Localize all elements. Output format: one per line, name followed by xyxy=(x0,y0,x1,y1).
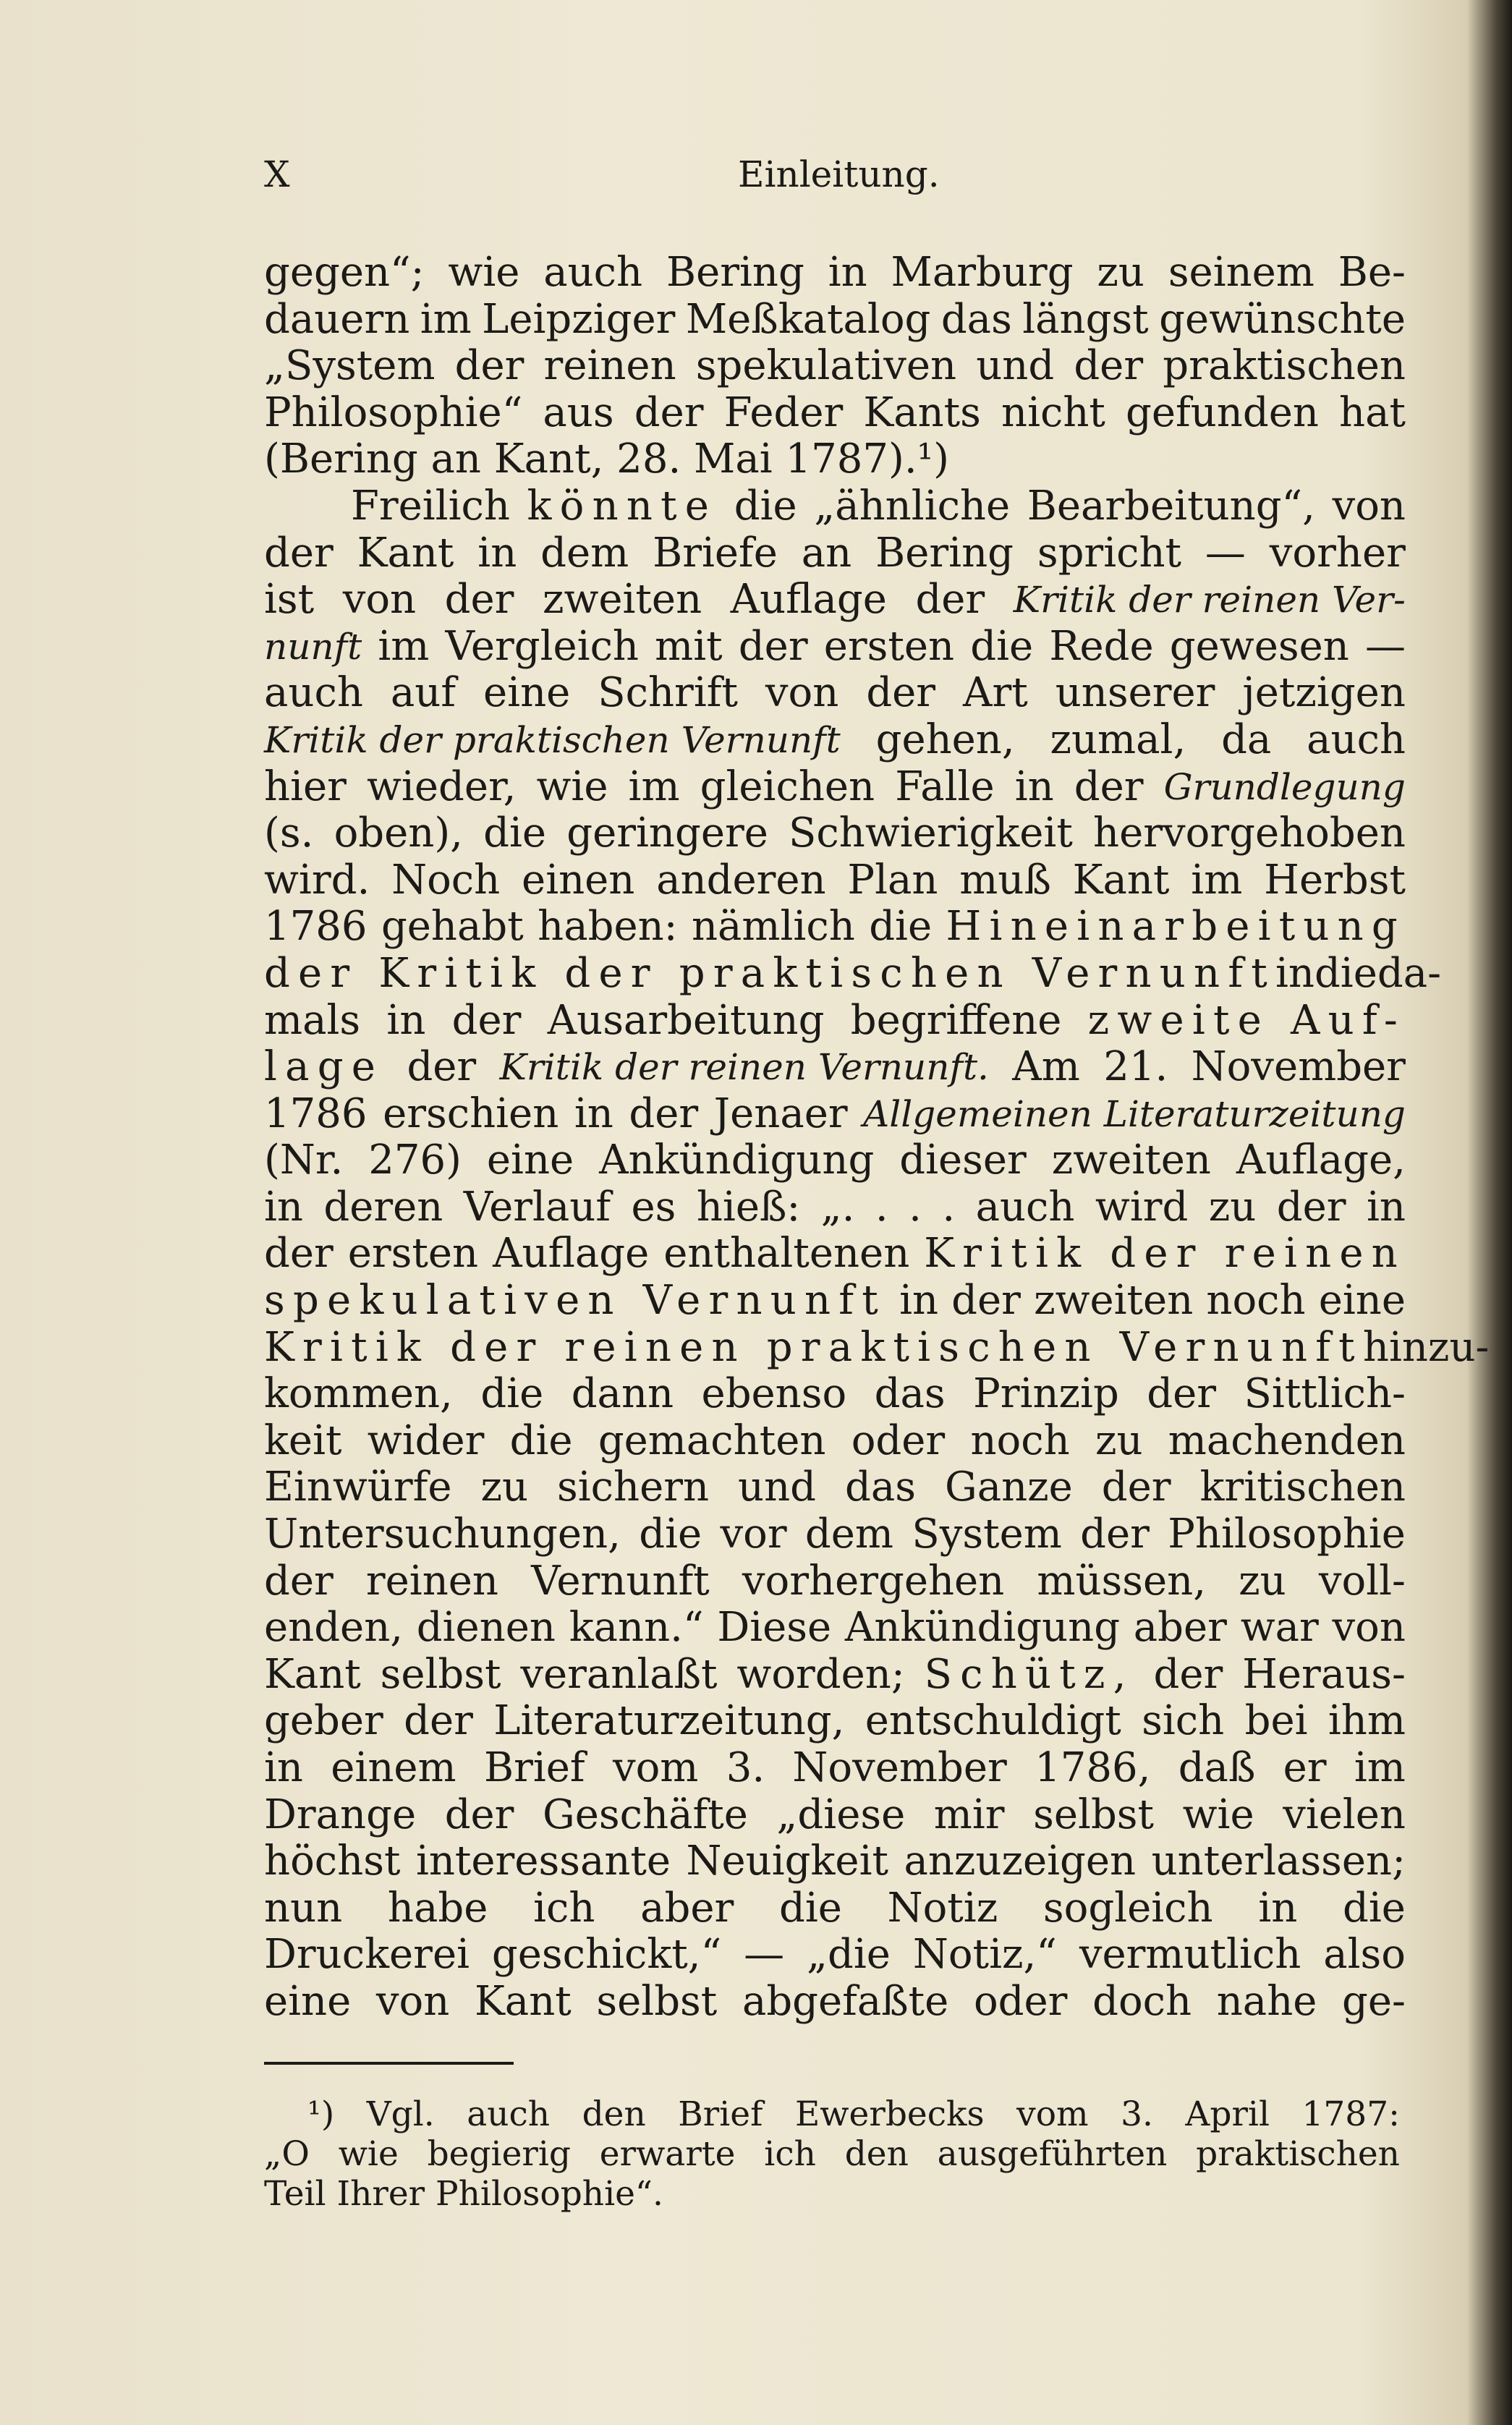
page-header xyxy=(264,153,1406,204)
text-line: Druckerei geschickt,“ — „die Notiz,“ vermutlich also xyxy=(264,1931,1406,1979)
footnote-rule xyxy=(264,2062,514,2065)
styled-run: Kritik der reinen xyxy=(924,1230,1406,1278)
text-line: lage der Kritik der reinen Vernunft. Am 21. November xyxy=(264,1043,1406,1091)
text-line: Untersuchungen, die vor dem System der Philosophie xyxy=(264,1511,1406,1558)
styled-run: lage xyxy=(264,1043,384,1091)
footnote-line: ¹) Vgl. auch den Brief Ewerbecks vom 3. April 1787: xyxy=(307,2094,1400,2134)
styled-run: Kritik der praktischen Vernunft xyxy=(264,718,841,761)
page-number: X xyxy=(264,153,290,195)
styled-run: Kritik der reinen praktischen Vernunft xyxy=(264,1323,1363,1371)
text-line: wird. Noch einen anderen Plan muß Kant im Herbst xyxy=(264,856,1406,904)
text-line: dauern im Leipziger Meßkatalog das längst gewünschte xyxy=(264,295,1406,343)
text-line: eine von Kant selbst abgefaßte oder doch nahe ge- xyxy=(264,1977,1406,2025)
text-line: in deren Verlauf es hieß: „. . . . auch wird zu der in xyxy=(264,1183,1406,1231)
text-line: Kant selbst veranlaßt worden; Schütz, der Heraus- xyxy=(264,1650,1406,1698)
text-line: Kritik der praktischen Vernunft gehen, zumal, da auch xyxy=(264,715,1406,763)
styled-run: Schütz, xyxy=(924,1650,1134,1698)
text-line: nun habe ich aber die Notiz sogleich in die xyxy=(264,1884,1406,1932)
text-line: Kritik der reinen praktischen Vernunft hinzu- xyxy=(264,1323,1490,1371)
body-text xyxy=(264,249,1490,2026)
styled-run: Kritik der reinen Ver- xyxy=(1013,579,1406,621)
text-line: „System der reinen spekulativen und der praktischen xyxy=(264,342,1406,390)
text-line: höchst interessante Neuigkeit anzuzeigen unterlassen; xyxy=(264,1838,1406,1885)
footnote-line: Teil Ihrer Philosophie“. xyxy=(264,2174,663,2214)
footnotes xyxy=(264,2094,1400,2214)
text-line: keit wider die gemachten oder noch zu machenden xyxy=(264,1417,1406,1464)
styled-run: Kritik der reinen Vernunft. xyxy=(499,1046,989,1089)
styled-run: der Kritik der praktischen Vernunft xyxy=(264,949,1275,997)
styled-run: Hineinarbeitung xyxy=(946,903,1406,951)
text-line: der Kritik der praktischen Vernunft in die da- xyxy=(264,949,1441,997)
text-line: ist von der zweiten Auflage der Kritik der reinen Ver- xyxy=(264,576,1406,624)
text-line: der Kant in dem Briefe an Bering spricht — vorher xyxy=(264,529,1406,577)
text-line: auch auf eine Schrift von der Art unserer jetzigen xyxy=(264,669,1406,717)
styled-run: zweite Auf- xyxy=(1087,996,1406,1044)
styled-run: nunft xyxy=(264,625,362,668)
text-line: 1786 erschien in der Jenaer Allgemeinen Literaturzeitung xyxy=(264,1090,1406,1137)
running-title: Einleitung. xyxy=(738,153,940,195)
text-line: Philosophie“ aus der Feder Kants nicht gefunden hat xyxy=(264,388,1406,436)
text-line: (Nr. 276) eine Ankündigung dieser zweiten Auflage, xyxy=(264,1137,1406,1184)
text-line: 1786 gehabt haben: nämlich die Hineinarbeitung xyxy=(264,903,1406,951)
text-line: (Bering an Kant, 28. Mai 1787).¹) xyxy=(264,436,949,483)
styled-run: Grundlegung xyxy=(1163,765,1406,808)
text-line: der reinen Vernunft vorhergehen müssen, zu voll- xyxy=(264,1557,1406,1605)
styled-run: spekulativen Vernunft xyxy=(264,1277,886,1325)
text-line: enden, dienen kann.“ Diese Ankündigung aber war von xyxy=(264,1604,1406,1652)
text-line: (s. oben), die geringere Schwierigkeit hervorgehoben xyxy=(264,810,1406,857)
text-line: Drange der Geschäfte „diese mir selbst wie vielen xyxy=(264,1791,1406,1838)
text-line: gegen“; wie auch Bering in Marburg zu seinem Be- xyxy=(264,249,1406,296)
text-line: spekulativen Vernunft in der zweiten noch eine xyxy=(264,1277,1406,1325)
text-line: in einem Brief vom 3. November 1786, daß er im xyxy=(264,1744,1406,1791)
text-line: Freilich könnte die „ähnliche Bearbeitung“, von xyxy=(351,482,1406,530)
text-line: mals in der Ausarbeitung begriffene zweite Auf- xyxy=(264,996,1406,1044)
text-line: geber der Literaturzeitung, entschuldigt sich bei ihm xyxy=(264,1697,1406,1745)
text-line: nunft im Vergleich mit der ersten die Rede gewesen — xyxy=(264,622,1406,670)
text-line: hier wieder, wie im gleichen Falle in der Grundlegung xyxy=(264,763,1406,810)
footnote-line: „O wie begierig erwarte ich den ausgeführten praktischen xyxy=(264,2134,1400,2174)
text-line: Einwürfe zu sichern und das Ganze der kritischen xyxy=(264,1464,1406,1511)
text-line: kommen, die dann ebenso das Prinzip der Sittlich- xyxy=(264,1370,1406,1418)
styled-run: könnte xyxy=(527,482,718,530)
styled-run: Allgemeinen Literaturzeitung xyxy=(863,1092,1406,1135)
text-line: der ersten Auflage enthaltenen Kritik der reinen xyxy=(264,1230,1406,1278)
